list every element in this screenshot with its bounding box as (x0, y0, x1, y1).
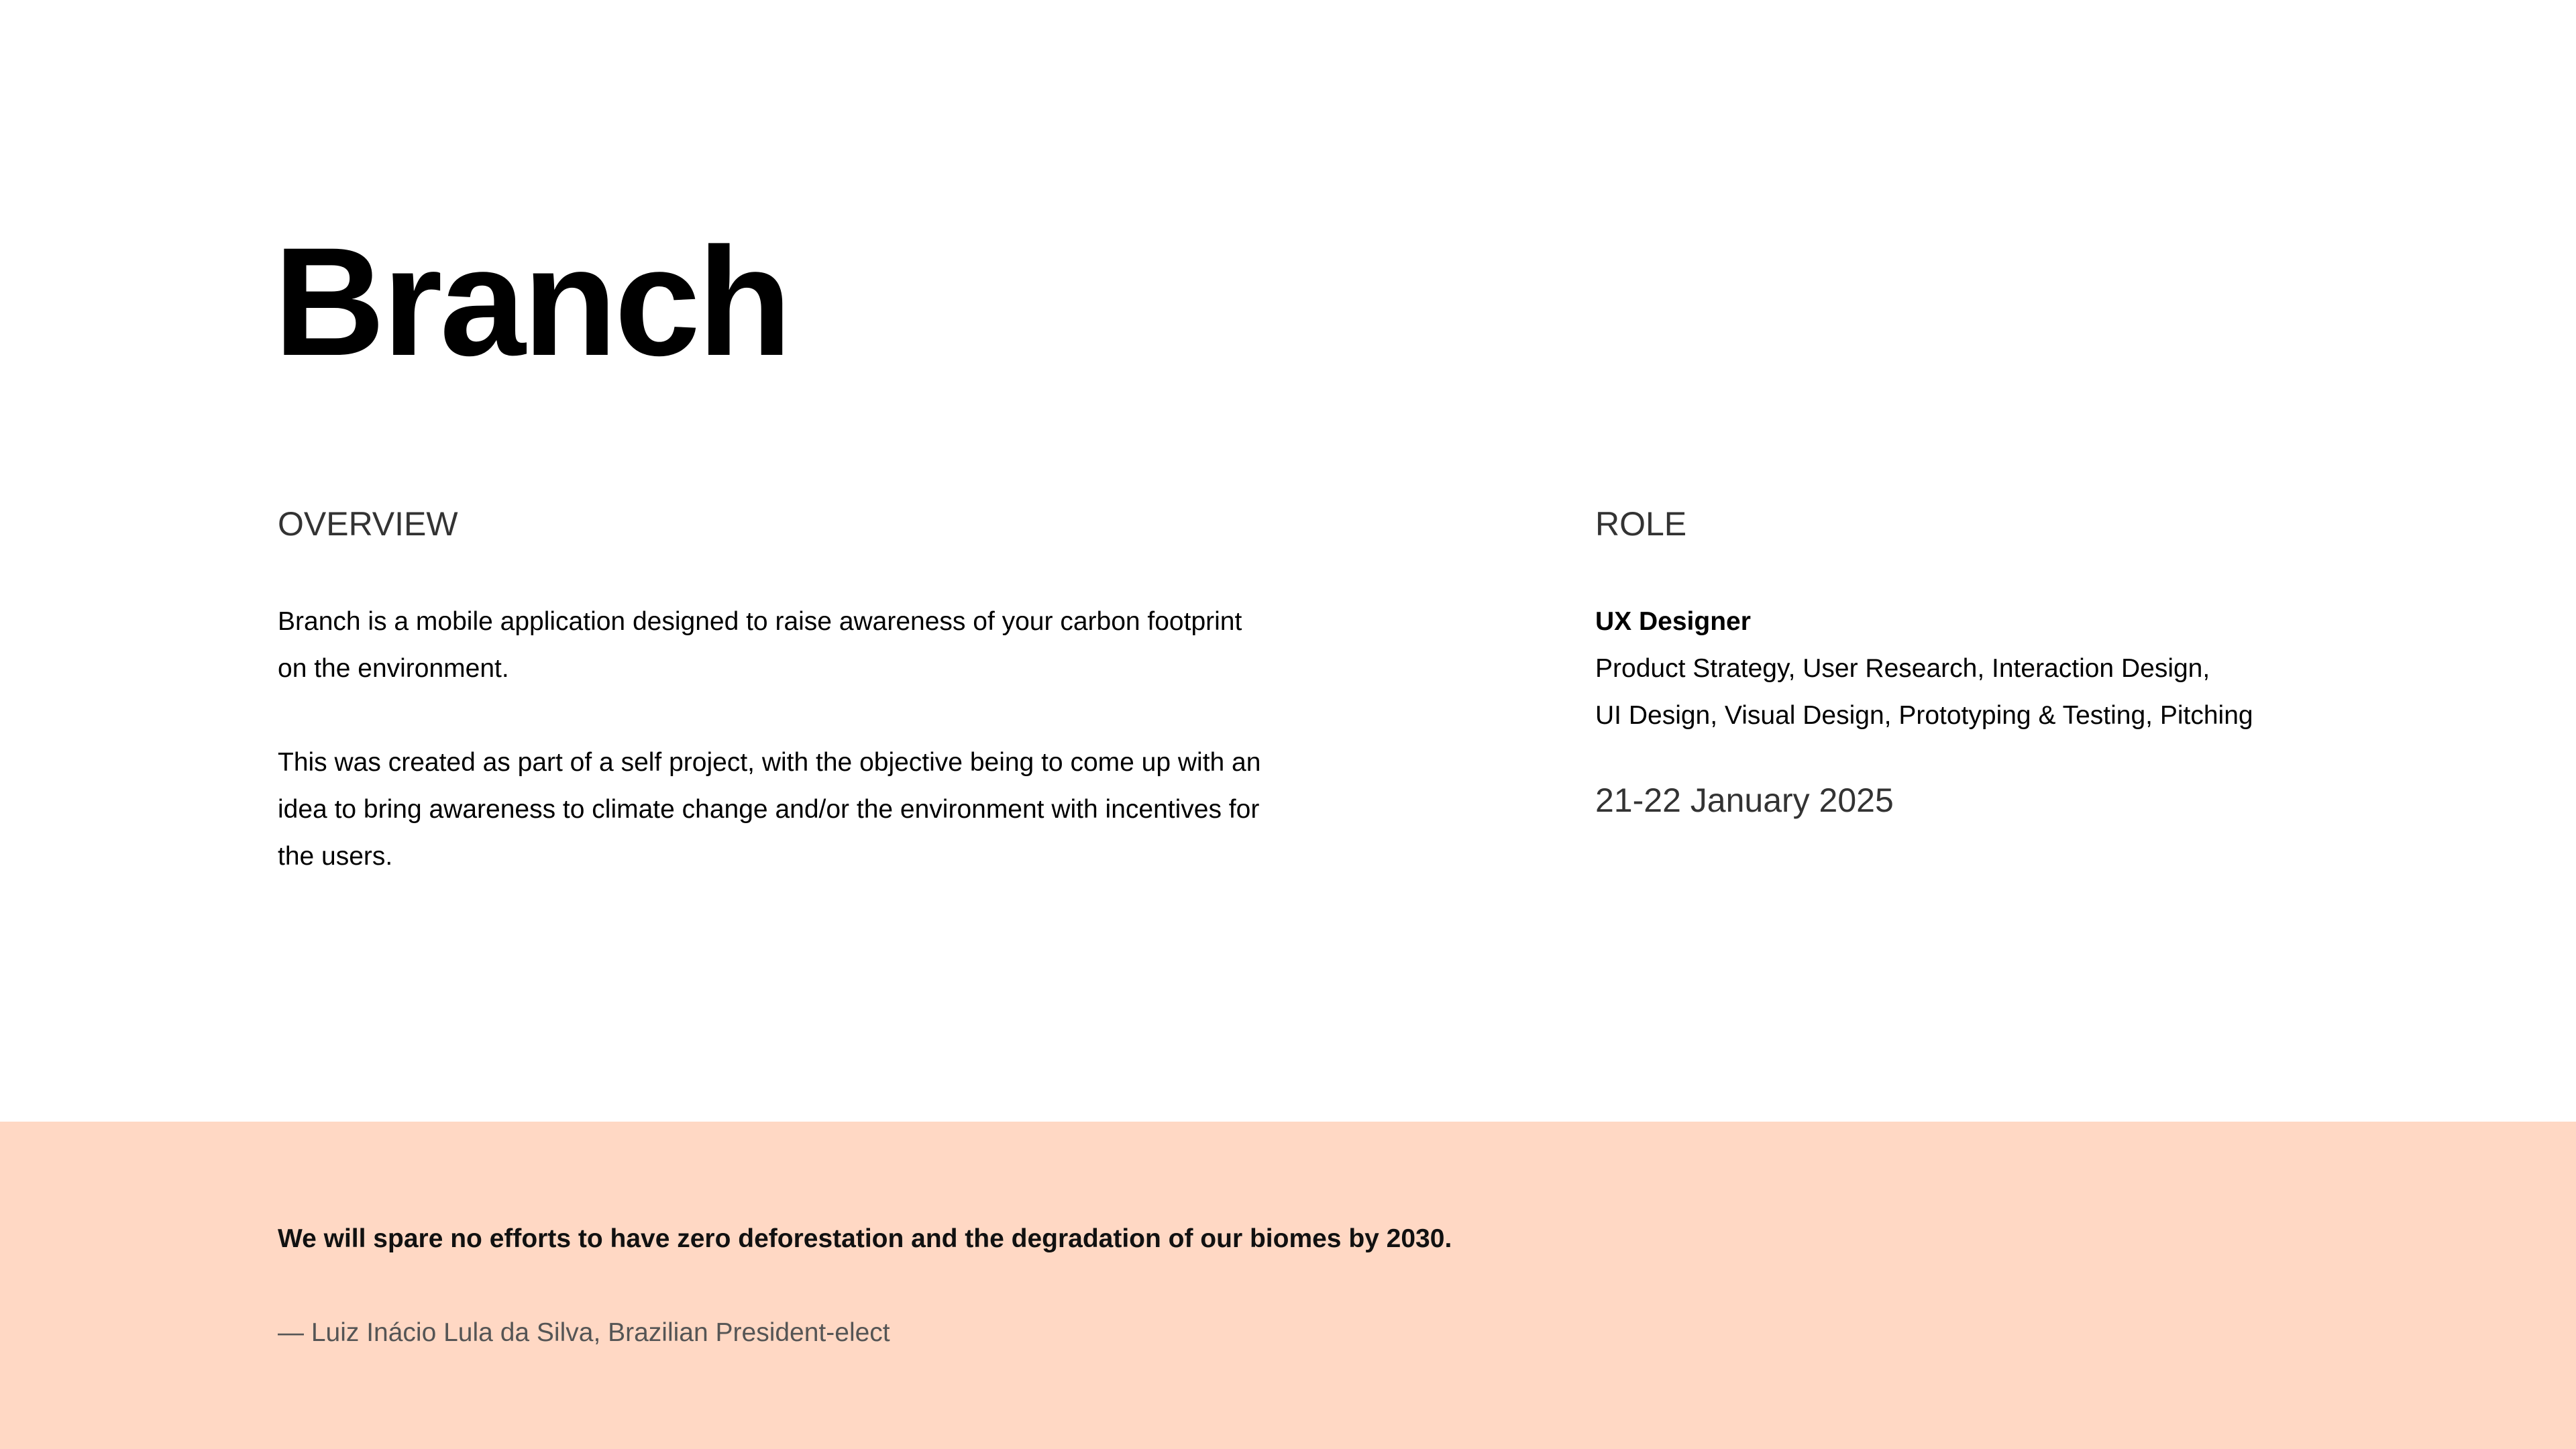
quote-text: We will spare no efforts to have zero deforestation and the degradation of our biomes by 2030. (278, 1224, 1452, 1253)
role-skills-line-1: Product Strategy, User Research, Interaction Design, (1595, 654, 2210, 683)
role-title: UX Designer (1595, 607, 1751, 636)
overview-paragraph-1: Branch is a mobile application designed to raise awareness of your carbon footprint on the environment. (278, 607, 1242, 683)
role-heading: ROLE (1595, 505, 1687, 543)
quote-banner (0, 1122, 2576, 1449)
role-skills-line-2: UI Design, Visual Design, Prototyping & Testing, Pitching (1595, 701, 2253, 730)
overview-section (278, 502, 1324, 880)
page-title: Branch (274, 215, 790, 388)
quote-author: — Luiz Inácio Lula da Silva, Brazilian President-elect (278, 1318, 890, 1347)
overview-heading: OVERVIEW (278, 505, 458, 543)
overview-paragraph-2: This was created as part of a self project, with the objective being to come up with an idea to bring awareness to climate change and/or the environment with incentives for the users. (278, 748, 1261, 871)
project-date: 21-22 January 2025 (1595, 782, 1894, 819)
role-section (1595, 502, 2400, 824)
